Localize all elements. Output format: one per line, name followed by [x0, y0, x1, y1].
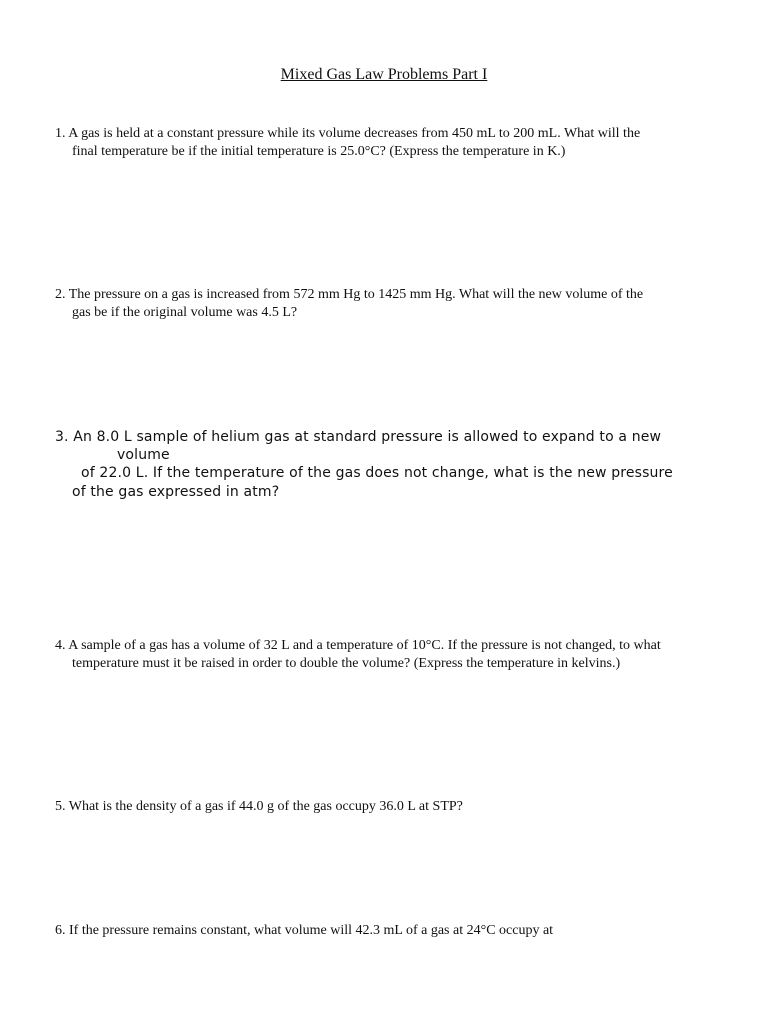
- question-3-line-3: of 22.0 L. If the temperature of the gas does not change, what is the new pressure: [81, 465, 673, 481]
- question-5-line-1: 5. What is the density of a gas if 44.0 g of the gas occupy 36.0 L at STP?: [55, 799, 463, 814]
- page-title: Mixed Gas Law Problems Part I: [280, 66, 488, 83]
- question-3-line-2: volume: [117, 447, 170, 463]
- question-3-line-1: 3. An 8.0 L sample of helium gas at standard pressure is allowed to expand to a new: [55, 429, 662, 445]
- question-1-line-1: 1. A gas is held at a constant pressure while its volume decreases from 450 mL to 200 mL. What will the: [55, 126, 641, 141]
- question-4-line-2: temperature must it be raised in order to double the volume? (Express the temperature in kelvins.): [72, 656, 621, 671]
- question-4-line-1: 4. A sample of a gas has a volume of 32 L and a temperature of 10°C. If the pressure is not changed, to what: [55, 638, 661, 653]
- question-2-line-1: 2. The pressure on a gas is increased from 572 mm Hg to 1425 mm Hg. What will the new volume of the: [55, 287, 644, 302]
- question-1-line-2: final temperature be if the initial temperature is 25.0°C? (Express the temperature in K.): [72, 144, 566, 159]
- question-6-line-1: 6. If the pressure remains constant, what volume will 42.3 mL of a gas at 24°C occupy at: [55, 923, 554, 938]
- question-3-line-4: of the gas expressed in atm?: [72, 484, 280, 500]
- question-2-line-2: gas be if the original volume was 4.5 L?: [72, 305, 298, 320]
